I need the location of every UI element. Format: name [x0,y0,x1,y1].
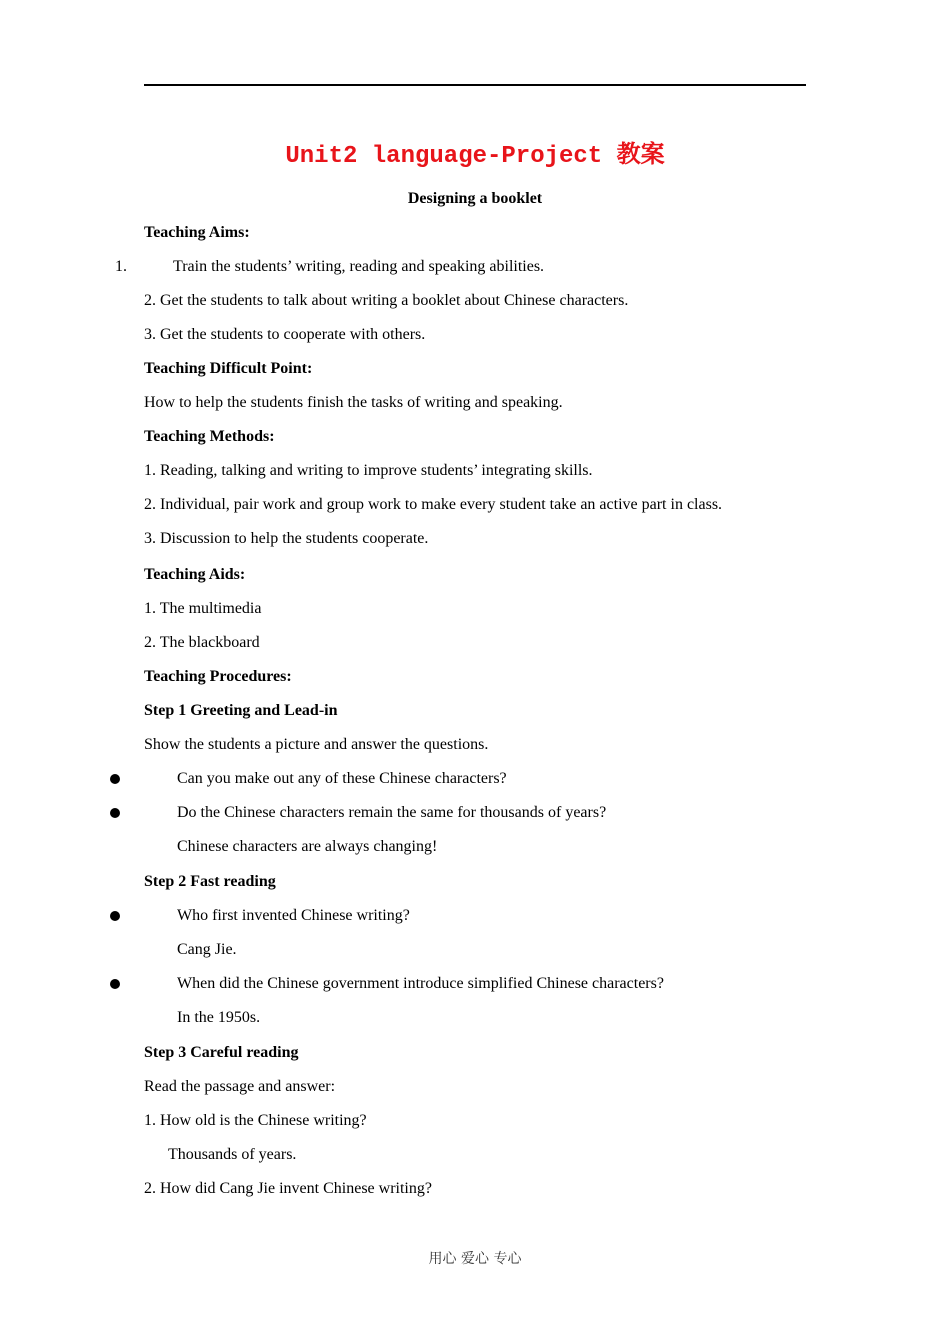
bullet-icon [110,911,120,921]
procedures-heading: Teaching Procedures: [144,668,292,685]
step3-question-2: 2. How did Cang Jie invent Chinese writing? [144,1180,432,1197]
document-title: Unit2 language-Project 教案 [285,143,665,170]
step2-answer-2: In the 1950s. [177,1009,261,1026]
document-subtitle: Designing a booklet [407,190,543,207]
step3-answer-1: Thousands of years. [168,1146,297,1163]
page-footer: 用心 爱心 专心 [428,1251,522,1267]
method-3: 3. Discussion to help the students cooperate. [144,530,429,547]
aims-heading: Teaching Aims: [144,224,250,241]
difficult-text: How to help the students finish the tasks of writing and speaking. [144,394,563,411]
aids-heading: Teaching Aids: [144,566,246,583]
step2-answer-1: Cang Jie. [177,941,237,958]
method-2: 2. Individual, pair work and group work to make every student take an active part in class. [144,496,723,513]
aid-2: 2. The blackboard [144,634,260,651]
step3-heading: Step 3 Careful reading [144,1044,299,1061]
aim-2: 2. Get the students to talk about writing a booklet about Chinese characters. [144,292,629,309]
step1-question-2: Do the Chinese characters remain the same for thousands of years? [177,804,607,821]
bullet-icon [110,979,120,989]
step1-question-1: Can you make out any of these Chinese characters? [177,770,507,787]
bullet-icon [110,808,120,818]
step3-question-1: 1. How old is the Chinese writing? [144,1112,367,1129]
difficult-heading: Teaching Difficult Point: [144,360,313,377]
aim-1-text: Train the students’ writing, reading and speaking abilities. [173,258,545,275]
step1-intro: Show the students a picture and answer the questions. [144,736,489,753]
bullet-icon [110,774,120,784]
aid-1: 1. The multimedia [144,600,262,617]
step2-question-1: Who first invented Chinese writing? [177,907,410,924]
step1-answer-2: Chinese characters are always changing! [177,838,438,855]
step1-heading: Step 1 Greeting and Lead-in [144,702,338,719]
header-rule [144,84,806,86]
step3-intro: Read the passage and answer: [144,1078,336,1095]
method-1: 1. Reading, talking and writing to improve students’ integrating skills. [144,462,593,479]
methods-heading: Teaching Methods: [144,428,275,445]
step2-question-2: When did the Chinese government introduce simplified Chinese characters? [177,975,664,992]
aim-1-number: 1. [115,258,127,275]
step2-heading: Step 2 Fast reading [144,873,276,890]
aim-3: 3. Get the students to cooperate with others. [144,326,426,343]
